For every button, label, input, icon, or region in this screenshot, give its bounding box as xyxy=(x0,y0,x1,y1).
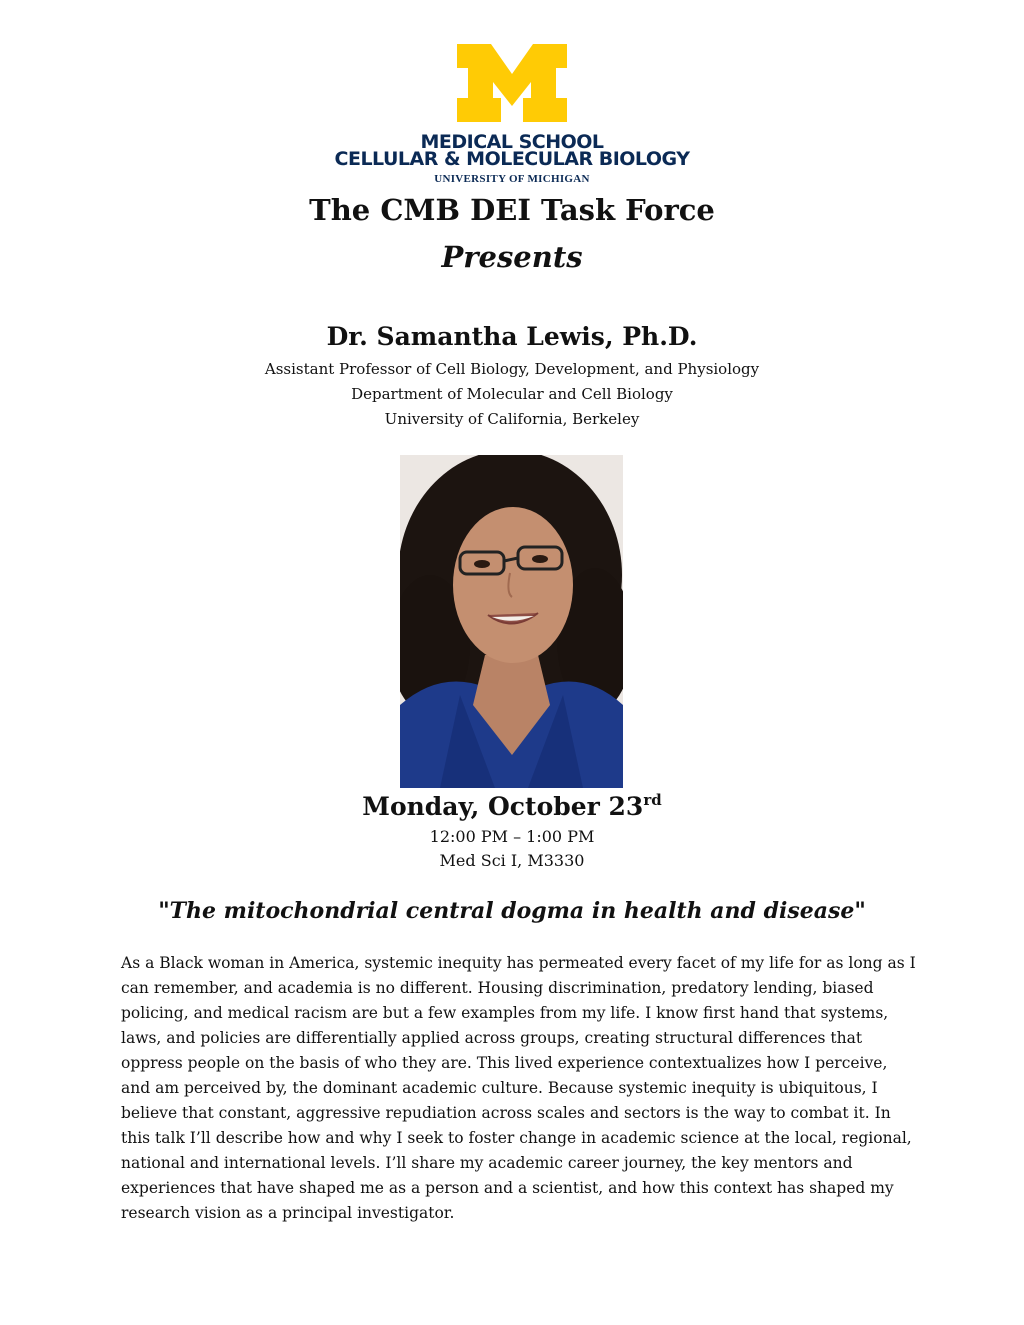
abstract-line: and am perceived by, the dominant academic culture. Because systemic inequity is ubiquitous, I xyxy=(121,1079,878,1097)
abstract-line: research vision as a principal investigator. xyxy=(121,1204,455,1222)
block-m-logo-icon xyxy=(457,44,567,122)
event-time: 12:00 PM – 1:00 PM xyxy=(429,827,595,846)
dept-line-medical-school: MEDICAL SCHOOL xyxy=(420,131,604,153)
speaker-name: Dr. Samantha Lewis, Ph.D. xyxy=(326,322,698,351)
abstract-line: As a Black woman in America, systemic inequity has permeated every facet of my life for as long as I xyxy=(121,954,916,972)
abstract-line: can remember, and academia is no different. Housing discrimination, predatory lending, biased xyxy=(121,979,874,997)
abstract-paragraph xyxy=(121,951,921,1226)
university-name: UNIVERSITY OF MICHIGAN xyxy=(434,173,590,185)
abstract-line: policing, and medical racism are but a few examples from my life. I know first hand that systems, xyxy=(121,1004,889,1022)
abstract-line: experiences that have shaped me as a person and a scientist, and how this context has shaped my xyxy=(121,1179,894,1197)
speaker-department: Department of Molecular and Cell Biology xyxy=(351,385,673,403)
event-location: Med Sci I, M3330 xyxy=(439,851,585,870)
speaker-position: Assistant Professor of Cell Biology, Development, and Physiology xyxy=(264,360,760,378)
abstract-line: laws, and policies are differentially applied across groups, creating structural differences that xyxy=(121,1029,863,1047)
abstract-line: oppress people on the basis of who they are. This lived experience contextualizes how I perceive, xyxy=(121,1054,888,1072)
abstract-line: national and international levels. I’ll share my academic career journey, the key mentors and xyxy=(121,1154,853,1172)
speaker-portrait-photo xyxy=(400,455,623,788)
event-date-suffix: rd xyxy=(643,791,662,809)
abstract-line: believe that constant, aggressive repudiation across scales and sectors is the way to combat it. In xyxy=(121,1104,891,1122)
talk-title: "The mitochondrial central dogma in health and disease" xyxy=(158,898,866,924)
event-date xyxy=(0,791,1024,821)
presents-label: Presents xyxy=(441,240,583,274)
speaker-institution: University of California, Berkeley xyxy=(384,410,640,428)
dept-line-cmb: CELLULAR & MOLECULAR BIOLOGY xyxy=(334,148,690,170)
event-title: The CMB DEI Task Force xyxy=(309,193,715,227)
abstract-line: this talk I’ll describe how and why I seek to foster change in academic science at the local, regional, xyxy=(121,1129,912,1147)
event-date-main: Monday, October 23 xyxy=(362,792,644,821)
